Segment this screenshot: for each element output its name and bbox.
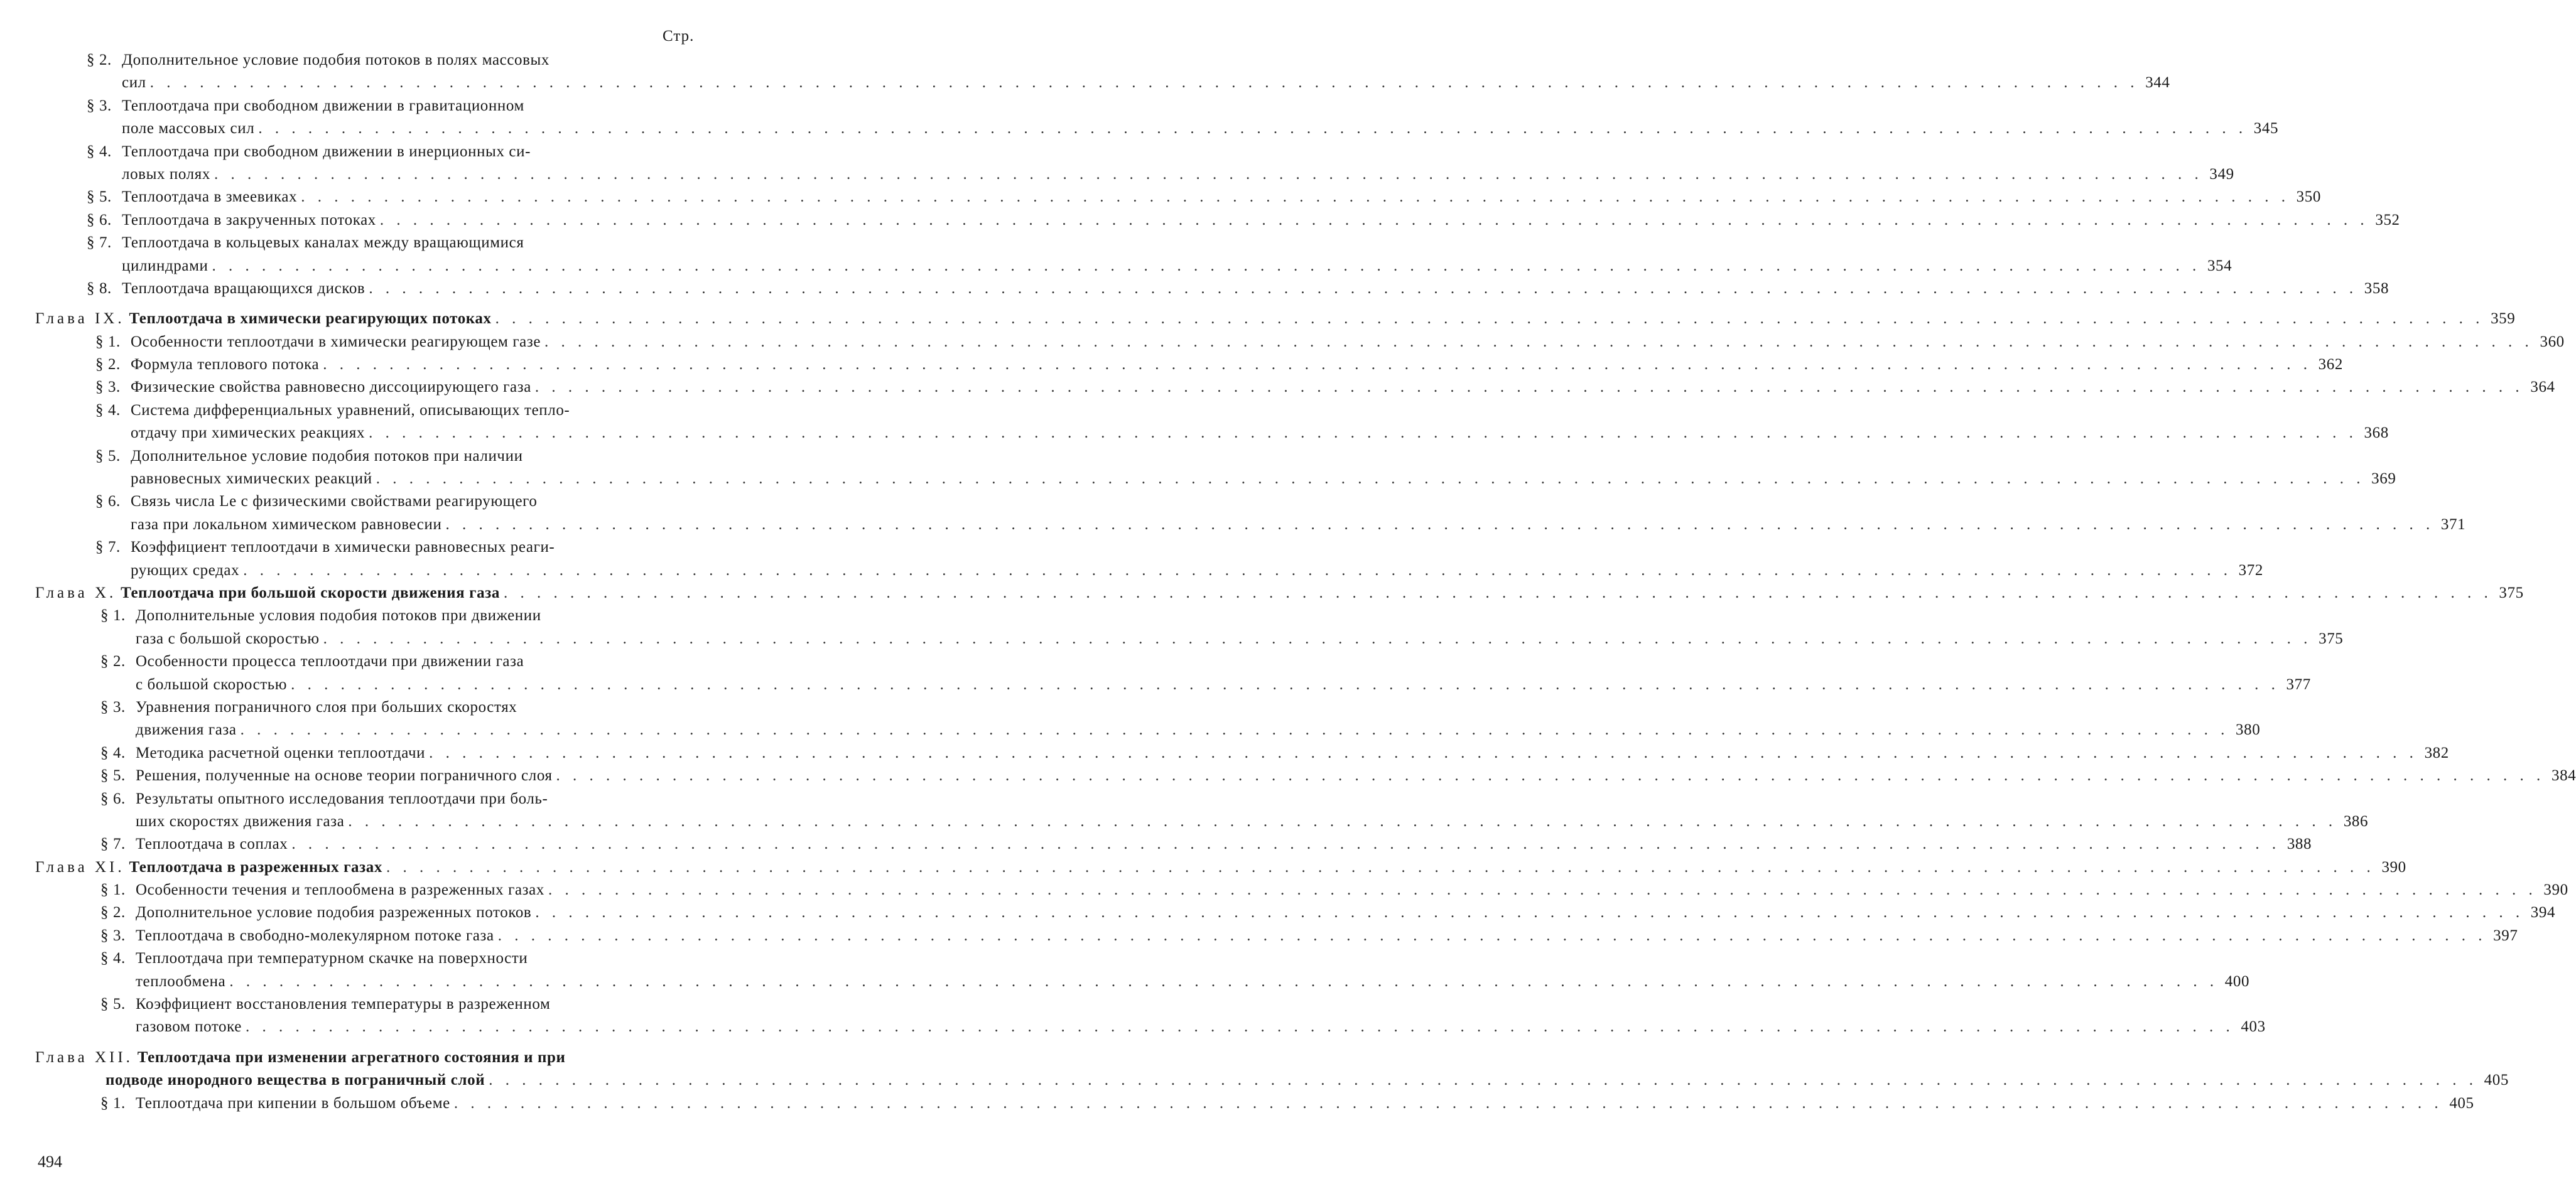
section-title: Теплоотдача в закрученных потоках (122, 211, 376, 229)
page-ref: 375 (2499, 584, 2524, 601)
toc-text (87, 255, 208, 277)
section-title: Теплоотдача при кипении в большом объеме (136, 1094, 450, 1112)
page-ref: 397 (2493, 927, 2518, 944)
page-ref: 384 (2551, 767, 2576, 785)
leader-dots: . . . . . . . . . . . . . . . . . . . . . . . . . . . . . . . . . . . . . . . . . . . . . . . . . . . . . . . . . . . . . . . . . . . . . . . . . . . . . . . . . . . . . . . . . . . . . . . . . . . . . . . . . . . . . . . . . . . . . . . . (214, 165, 2203, 183)
page-ref: 344 (2145, 74, 2170, 92)
toc-text (95, 422, 365, 444)
page-ref: 364 (2530, 379, 2555, 396)
chapter-label: Глава XI. (35, 858, 125, 876)
toc-line (95, 490, 697, 513)
section-title: Теплоотдача в кольцевых каналах между вращающимися (122, 234, 524, 252)
section-mark: § 2. (100, 653, 126, 670)
section-title: Дополнительные условия подобия потоков при движении (136, 607, 541, 625)
toc-line (95, 331, 2565, 353)
spacer (0, 300, 754, 308)
toc-text (95, 353, 319, 376)
chapter-title: Теплоотдача в разреженных газах (129, 858, 383, 876)
toc-section[interactable] (95, 536, 2263, 582)
page-ref: 405 (2449, 1094, 2474, 1112)
toc-section[interactable] (87, 277, 2389, 300)
section-mark: § 7. (87, 234, 112, 252)
leader-dots: . . . . . . . . . . . . . . . . . . . . . . . . . . . . . . . . . . . . . . . . . . . . . . . . . . . . . . . . . . . . . . . . . . . . . . . . . . . . . . . . . . . . . . . . . . . . . . . . . . . . . . . . . . . . . . . . . . . . . . . . (291, 675, 2280, 693)
toc-text (100, 901, 531, 924)
page-ref: 400 (2224, 972, 2250, 990)
page-ref: 352 (2375, 211, 2400, 229)
page-ref: 405 (2484, 1072, 2509, 1089)
toc-line (100, 742, 2449, 765)
chapter-title: подводе инородного вещества в пограничный слой (106, 1072, 485, 1089)
toc-text (35, 856, 382, 879)
toc-chapter[interactable] (35, 308, 2516, 330)
leader-dots: . . . . . . . . . . . . . . . . . . . . . . . . . . . . . . . . . . . . . . . . . . . . . . . . . . . . . . . . . . . . . . . . . . . . . . . . . . . . . . . . . . . . . . . . . . . . . . . . . . . . . . . . . . . . . . . . . . . . . . . . (245, 1018, 2234, 1036)
toc-text (35, 582, 500, 605)
toc-line (100, 719, 2261, 741)
leader-dots: . . . . . . . . . . . . . . . . . . . . . . . . . . . . . . . . . . . . . . . . . . . . . . . . . . . . . . . . . . . . . . . . . . . . . . . . . . . . . . . . . . . . . . . . . . . . . . . . . . . . . . . . . . . . . . . . . . . . . . . . (534, 379, 2524, 396)
toc-section[interactable] (100, 879, 2568, 901)
leader-dots: . . . . . . . . . . . . . . . . . . . . . . . . . . . . . . . . . . . . . . . . . . . . . . . . . . . . . . . . . . . . . . . . . . . . . . . . . . . . . . . . . . . . . . . . . . . . . . . . . . . . . . . . . . . . . . . . . . . . . . . . (497, 927, 2487, 944)
section-title: Уравнения пограничного слоя при больших скоростях (136, 698, 517, 716)
leader-dots: . . . . . . . . . . . . . . . . . . . . . . . . . . . . . . . . . . . . . . . . . . . . . . . . . . . . . . . . . . . . . . . . . . . . . . . . . . . . . . . . . . . . . . . . . . . . . . . . . . . . . . . . . . . . . . . . . . . . . . . . (556, 767, 2545, 785)
section-title: Дополнительное условие подобия потоков в полях массовых (122, 51, 550, 68)
page-ref: 368 (2364, 424, 2389, 442)
toc-line (100, 650, 697, 673)
section-title: теплообмена (136, 972, 226, 990)
toc-section[interactable] (87, 141, 2234, 186)
toc-line (95, 445, 697, 468)
section-mark: § 4. (87, 142, 112, 160)
toc-line (95, 353, 2343, 376)
table-of-contents (0, 49, 2576, 1115)
toc-text (87, 163, 210, 186)
toc-line (100, 788, 697, 810)
leader-dots: . . . . . . . . . . . . . . . . . . . . . . . . . . . . . . . . . . . . . . . . . . . . . . . . . . . . . . . . . . . . . . . . . . . . . . . . . . . . . . . . . . . . . . . . . . . . . . . . . . . . . . . . . . . . . . . . . . . . . . . . (379, 211, 2369, 229)
toc-section[interactable] (87, 209, 2400, 232)
toc-line (87, 232, 691, 254)
toc-text (95, 513, 441, 536)
page-ref: 375 (2319, 630, 2344, 647)
toc-text (95, 559, 239, 582)
toc-line (100, 765, 2576, 787)
section-title: движения газа (136, 721, 237, 739)
toc-line (35, 308, 2516, 330)
page-ref: 349 (2209, 165, 2234, 183)
section-title: Результаты опытного исследования теплоотдачи при боль- (136, 790, 548, 807)
section-mark: § 6. (95, 493, 121, 510)
toc-line (87, 72, 2170, 94)
toc-section[interactable] (100, 788, 2369, 834)
leader-dots: . . . . . . . . . . . . . . . . . . . . . . . . . . . . . . . . . . . . . . . . . . . . . . . . . . . . . . . . . . . . . . . . . . . . . . . . . . . . . . . . . . . . . . . . . . . . . . . . . . . . . . . . . . . . . . . . . . . . . . . . (445, 515, 2435, 533)
section-mark: § 1. (95, 333, 121, 350)
toc-text (95, 399, 570, 422)
section-mark: § 4. (100, 950, 126, 967)
leader-dots: . . . . . . . . . . . . . . . . . . . . . . . . . . . . . . . . . . . . . . . . . . . . . . . . . . . . . . . . . . . . . . . . . . . . . . . . . . . . . . . . . . . . . . . . . . . . . . . . . . . . . . . . . . . . . . . . . . . . . . . . (240, 721, 2229, 739)
toc-text (100, 925, 494, 947)
toc-section[interactable] (95, 376, 2555, 399)
section-title: цилиндрами (122, 257, 208, 274)
section-title: Теплоотдача при свободном движении в инерционных си- (122, 142, 531, 160)
page-ref: 369 (2371, 470, 2396, 488)
section-mark: § 5. (100, 996, 126, 1013)
chapter-label: Глава XII. (35, 1048, 133, 1066)
toc-line (35, 856, 2406, 879)
leader-dots: . . . . . . . . . . . . . . . . . . . . . . . . . . . . . . . . . . . . . . . . . . . . . . . . . . . . . . . . . . . . . . . . . . . . . . . . . . . . . . . . . . . . . . . . . . . . . . . . . . . . . . . . . . . . . . . . . . . . . . . . (229, 972, 2219, 990)
toc-line (100, 674, 2311, 696)
toc-text (87, 117, 254, 140)
page-ref: 360 (2540, 333, 2565, 350)
leader-dots: . . . . . . . . . . . . . . . . . . . . . . . . . . . . . . . . . . . . . . . . . . . . . . . . . . . . . . . . . . . . . . . . . . . . . . . . . . . . . . . . . . . . . . . . . . . . . . . . . . . . . . . . . . . . . . . . . . . . . . . . (535, 904, 2525, 922)
leader-dots: . . . . . . . . . . . . . . . . . . . . . . . . . . . . . . . . . . . . . . . . . . . . . . . . . . . . . . . . . . . . . . . . . . . . . . . . . . . . . . . . . . . . . . . . . . . . . . . . . . . . . . . . . . . . . . . . . . . . . . . . (243, 561, 2232, 579)
toc-text (100, 719, 237, 741)
page-ref: 382 (2424, 744, 2449, 761)
toc-section[interactable] (100, 947, 2250, 993)
toc-text (100, 650, 524, 673)
toc-text (100, 970, 225, 993)
toc-line (95, 422, 2389, 444)
section-mark: § 2. (95, 356, 121, 374)
toc-section[interactable] (95, 399, 2389, 445)
section-mark: § 3. (100, 698, 126, 716)
section-title: равновесных химических реакций (131, 470, 372, 488)
section-title: Особенности течения и теплообмена в разреженных газах (136, 881, 544, 899)
leader-dots: . . . . . . . . . . . . . . . . . . . . . . . . . . . . . . . . . . . . . . . . . . . . . . . . . . . . . . . . . . . . . . . . . . . . . . . . . . . . . . . . . . . . . . . . . . . . . . . . . . . . . . . . . . . . . . . . . . . . . . . . (323, 356, 2312, 374)
page-ref: 372 (2238, 561, 2263, 579)
toc-section[interactable] (100, 1092, 2474, 1115)
toc-text (100, 993, 550, 1016)
leader-dots: . . . . . . . . . . . . . . . . . . . . . . . . . . . . . . . . . . . . . . . . . . . . . . . . . . . . . . . . . . . . . . . . . . . . . . . . . . . . . . . . . . . . . . . . . . . . . . . . . . . . . . . . . . . . . . . . . . . . . . . . (503, 584, 2492, 601)
page-ref: 362 (2318, 356, 2343, 374)
toc-line (100, 970, 2250, 993)
section-mark: § 6. (100, 790, 126, 807)
page-number: 494 (38, 1153, 62, 1171)
toc-text (100, 628, 320, 650)
section-mark: § 8. (87, 279, 112, 297)
toc-section[interactable] (95, 353, 2343, 376)
leader-dots: . . . . . . . . . . . . . . . . . . . . . . . . . . . . . . . . . . . . . . . . . . . . . . . . . . . . . . . . . . . . . . . . . . . . . . . . . . . . . . . . . . . . . . . . . . . . . . . . . . . . . . . . . . . . . . . . . . . . . . . . (348, 812, 2337, 830)
leader-dots: . . . . . . . . . . . . . . . . . . . . . . . . . . . . . . . . . . . . . . . . . . . . . . . . . . . . . . . . . . . . . . . . . . . . . . . . . . . . . . . . . . . . . . . . . . . . . . . . . . . . . . . . . . . . . . . . . . . . . . . . (291, 836, 2281, 853)
leader-dots: . . . . . . . . . . . . . . . . . . . . . . . . . . . . . . . . . . . . . . . . . . . . . . . . . . . . . . . . . . . . . . . . . . . . . . . . . . . . . . . . . . . . . . . . . . . . . . . . . . . . . . . . . . . . . . . . . . . . . . . . (386, 858, 2375, 876)
section-title: Дополнительное условие подобия разреженных потоков (136, 904, 532, 922)
toc-text (100, 674, 287, 696)
page-ref: 390 (2543, 881, 2568, 899)
toc-section[interactable] (95, 445, 2396, 491)
toc-section[interactable] (100, 993, 2266, 1039)
section-title: Формула теплового потока (131, 356, 320, 374)
chapter-label: Глава X. (35, 584, 117, 601)
toc-line (87, 117, 2279, 140)
toc-text (87, 95, 524, 117)
leader-dots: . . . . . . . . . . . . . . . . . . . . . . . . . . . . . . . . . . . . . . . . . . . . . . . . . . . . . . . . . . . . . . . . . . . . . . . . . . . . . . . . . . . . . . . . . . . . . . . . . . . . . . . . . . . . . . . . . . . . . . . . (495, 310, 2484, 328)
chapter-title: Теплоотдача при большой скорости движения газа (121, 584, 500, 601)
toc-line (87, 277, 2389, 300)
toc-text (35, 308, 492, 330)
toc-line (100, 925, 2518, 947)
page-ref: 388 (2286, 836, 2312, 853)
toc-section[interactable] (87, 95, 2279, 141)
section-title: газа с большой скоростью (136, 630, 320, 647)
chapter-title: Теплоотдача в химически реагирующих потоках (129, 310, 492, 328)
section-mark: § 2. (87, 51, 112, 68)
toc-line (100, 993, 697, 1016)
section-title: рующих средах (131, 561, 240, 579)
section-title: отдачу при химических реакциях (131, 424, 365, 442)
toc-section[interactable] (95, 331, 2565, 353)
toc-chapter[interactable] (35, 1046, 2509, 1092)
toc-line (87, 141, 691, 163)
page-ref: 354 (2207, 257, 2232, 274)
toc-section[interactable] (100, 765, 2576, 787)
toc-text (87, 49, 549, 72)
toc-text (87, 277, 365, 300)
toc-text (87, 186, 297, 208)
toc-text (100, 879, 544, 901)
section-title: Особенности теплоотдачи в химически реагирующем газе (131, 333, 541, 350)
toc-line (100, 696, 697, 719)
leader-dots: . . . . . . . . . . . . . . . . . . . . . . . . . . . . . . . . . . . . . . . . . . . . . . . . . . . . . . . . . . . . . . . . . . . . . . . . . . . . . . . . . . . . . . . . . . . . . . . . . . . . . . . . . . . . . . . . . . . . . . . . (544, 333, 2533, 350)
toc-text (87, 141, 531, 163)
toc-text (100, 788, 548, 810)
leader-dots: . . . . . . . . . . . . . . . . . . . . . . . . . . . . . . . . . . . . . . . . . . . . . . . . . . . . . . . . . . . . . . . . . . . . . . . . . . . . . . . . . . . . . . . . . . . . . . . . . . . . . . . . . . . . . . . . . . . . . . . . (212, 257, 2201, 274)
section-mark: § 7. (95, 539, 121, 556)
spacer (0, 1039, 754, 1046)
chapter-label: Глава IX. (35, 310, 125, 328)
section-title: газа при локальном химическом равновесии (131, 515, 442, 533)
toc-line (87, 209, 2400, 232)
section-mark: § 5. (95, 447, 121, 465)
section-title: Теплоотдача в соплах (136, 836, 288, 853)
toc-line (100, 879, 2568, 901)
section-title: Связь числа Le с физическими свойствами реагирующего (131, 493, 538, 510)
section-title: сил (122, 74, 146, 92)
section-mark: § 1. (100, 607, 126, 625)
toc-line (95, 376, 2555, 399)
page-ref: 358 (2364, 279, 2389, 297)
toc-line (95, 399, 697, 422)
section-mark: § 5. (87, 188, 112, 206)
toc-line (100, 1016, 2266, 1038)
toc-line (35, 582, 2524, 605)
section-title: Коэффициент восстановления температуры в разреженном (136, 996, 551, 1013)
section-mark: § 7. (100, 836, 126, 853)
toc-line (100, 605, 697, 627)
page-ref: 345 (2253, 120, 2279, 137)
toc-line (35, 1046, 691, 1069)
toc-section[interactable] (100, 925, 2518, 947)
toc-section[interactable] (95, 490, 2466, 536)
toc-line (100, 947, 697, 970)
page-ref: 359 (2491, 310, 2516, 328)
page-ref: 390 (2381, 858, 2406, 876)
leader-dots: . . . . . . . . . . . . . . . . . . . . . . . . . . . . . . . . . . . . . . . . . . . . . . . . . . . . . . . . . . . . . . . . . . . . . . . . . . . . . . . . . . . . . . . . . . . . . . . . . . . . . . . . . . . . . . . . . . . . . . . . (301, 188, 2290, 206)
toc-text (95, 445, 523, 468)
toc-section[interactable] (100, 605, 2344, 650)
toc-text (95, 331, 541, 353)
page-ref: 394 (2530, 904, 2556, 922)
toc-text (100, 742, 425, 765)
chapter-title: Теплоотдача при изменении агрегатного состояния и при (137, 1048, 566, 1066)
section-mark: § 3. (95, 379, 121, 396)
toc-line (35, 1069, 2509, 1092)
toc-line (100, 810, 2369, 833)
section-mark: § 5. (100, 767, 126, 785)
leader-dots: . . . . . . . . . . . . . . . . . . . . . . . . . . . . . . . . . . . . . . . . . . . . . . . . . . . . . . . . . . . . . . . . . . . . . . . . . . . . . . . . . . . . . . . . . . . . . . . . . . . . . . . . . . . . . . . . . . . . . . . . (453, 1094, 2443, 1112)
section-mark: § 1. (100, 881, 126, 899)
toc-chapter[interactable] (35, 856, 2406, 879)
toc-section[interactable] (100, 742, 2449, 765)
section-title: с большой скоростью (136, 675, 288, 693)
toc-text (95, 536, 555, 559)
section-title: газовом потоке (136, 1018, 242, 1036)
toc-text (87, 72, 146, 94)
toc-text (35, 1069, 485, 1092)
section-title: Теплоотдача при температурном скачке на поверхности (136, 950, 528, 967)
section-mark: § 3. (100, 927, 126, 944)
toc-text (95, 490, 538, 513)
section-title: Особенности процесса теплоотдачи при движении газа (136, 653, 524, 670)
toc-line (87, 163, 2234, 186)
toc-text (100, 810, 344, 833)
section-mark: § 1. (100, 1094, 126, 1112)
section-title: Дополнительное условие подобия потоков при наличии (131, 447, 523, 465)
toc-section[interactable] (87, 232, 2232, 277)
page-ref: 377 (2286, 675, 2311, 693)
section-title: Методика расчетной оценки теплоотдачи (136, 744, 426, 761)
page-ref: 371 (2440, 515, 2466, 533)
toc-section[interactable] (87, 186, 2321, 208)
toc-line (100, 833, 2312, 856)
section-mark: § 4. (100, 744, 126, 761)
toc-chapter[interactable] (35, 582, 2524, 605)
toc-section[interactable] (100, 696, 2261, 742)
section-mark: § 4. (95, 401, 121, 419)
section-title: ших скоростях движения газа (136, 812, 345, 830)
toc-section[interactable] (100, 650, 2311, 696)
toc-text (100, 947, 528, 970)
section-title: Физические свойства равновесно диссоциирующего газа (131, 379, 531, 396)
section-title: Решения, полученные на основе теории пограничного слоя (136, 767, 553, 785)
leader-dots: . . . . . . . . . . . . . . . . . . . . . . . . . . . . . . . . . . . . . . . . . . . . . . . . . . . . . . . . . . . . . . . . . . . . . . . . . . . . . . . . . . . . . . . . . . . . . . . . . . . . . . . . . . . . . . . . . . . . . . . . (376, 470, 2365, 488)
toc-line (87, 95, 691, 117)
toc-text (87, 209, 376, 232)
leader-dots: . . . . . . . . . . . . . . . . . . . . . . . . . . . . . . . . . . . . . . . . . . . . . . . . . . . . . . . . . . . . . . . . . . . . . . . . . . . . . . . . . . . . . . . . . . . . . . . . . . . . . . . . . . . . . . . . . . . . . . . . (258, 120, 2248, 137)
toc-text (100, 765, 553, 787)
page-ref: 403 (2241, 1018, 2266, 1036)
leader-dots: . . . . . . . . . . . . . . . . . . . . . . . . . . . . . . . . . . . . . . . . . . . . . . . . . . . . . . . . . . . . . . . . . . . . . . . . . . . . . . . . . . . . . . . . . . . . . . . . . . . . . . . . . . . . . . . . . . . . . . . . (369, 424, 2357, 442)
toc-line (100, 901, 2556, 924)
leader-dots: . . . . . . . . . . . . . . . . . . . . . . . . . . . . . . . . . . . . . . . . . . . . . . . . . . . . . . . . . . . . . . . . . . . . . . . . . . . . . . . . . . . . . . . . . . . . . . . . . . . . . . . . . . . . . . . . . . . . . . . . (323, 630, 2312, 647)
toc-line (95, 559, 2263, 582)
toc-line (100, 628, 2344, 650)
toc-line (95, 513, 2466, 536)
toc-section[interactable] (87, 49, 2170, 95)
page-ref: 386 (2343, 812, 2369, 830)
toc-text (100, 605, 541, 627)
toc-line (87, 186, 2321, 208)
toc-text (95, 468, 372, 490)
toc-text (100, 696, 517, 719)
toc-section[interactable] (100, 901, 2556, 924)
page-ref: 380 (2236, 721, 2261, 739)
section-title: ловых полях (122, 165, 210, 183)
section-title: Теплоотдача вращающихся дисков (122, 279, 365, 297)
section-title: поле массовых сил (122, 120, 255, 137)
toc-section[interactable] (100, 833, 2312, 856)
leader-dots: . . . . . . . . . . . . . . . . . . . . . . . . . . . . . . . . . . . . . . . . . . . . . . . . . . . . . . . . . . . . . . . . . . . . . . . . . . . . . . . . . . . . . . . . . . . . . . . . . . . . . . . . . . . . . . . . . . . . . . . . (429, 744, 2418, 761)
section-title: Теплоотдача в змеевиках (122, 188, 298, 206)
page-ref: 350 (2296, 188, 2321, 206)
section-title: Теплоотдача при свободном движении в гравитационном (122, 97, 524, 114)
leader-dots: . . . . . . . . . . . . . . . . . . . . . . . . . . . . . . . . . . . . . . . . . . . . . . . . . . . . . . . . . . . . . . . . . . . . . . . . . . . . . . . . . . . . . . . . . . . . . . . . . . . . . . . . . . . . . . . . . . . . . . . . (548, 881, 2537, 899)
section-mark: § 2. (100, 904, 126, 922)
leader-dots: . . . . . . . . . . . . . . . . . . . . . . . . . . . . . . . . . . . . . . . . . . . . . . . . . . . . . . . . . . . . . . . . . . . . . . . . . . . . . . . . . . . . . . . . . . . . . . . . . . . . . . . . . . . . . . . . . . . . . . . . (149, 74, 2139, 92)
toc-text (100, 833, 288, 856)
page-column-header: Стр. (663, 28, 695, 45)
toc-text (35, 1046, 565, 1069)
section-title: Теплоотдача в свободно-молекулярном потоке газа (136, 927, 494, 944)
toc-line (95, 468, 2396, 490)
leader-dots: . . . . . . . . . . . . . . . . . . . . . . . . . . . . . . . . . . . . . . . . . . . . . . . . . . . . . . . . . . . . . . . . . . . . . . . . . . . . . . . . . . . . . . . . . . . . . . . . . . . . . . . . . . . . . . . . . . . . . . . . (489, 1072, 2477, 1089)
toc-text (95, 376, 531, 399)
toc-line (95, 536, 697, 559)
toc-line (87, 49, 691, 72)
toc-text (100, 1092, 450, 1115)
toc-text (100, 1016, 242, 1038)
section-title: Коэффициент теплоотдачи в химически равновесных реаги- (131, 539, 555, 556)
toc-line (87, 255, 2232, 277)
section-mark: § 3. (87, 97, 112, 114)
section-mark: § 6. (87, 211, 112, 229)
toc-text (87, 232, 524, 254)
toc-line (100, 1092, 2474, 1115)
section-title: Система дифференциальных уравнений, описывающих тепло- (131, 401, 570, 419)
leader-dots: . . . . . . . . . . . . . . . . . . . . . . . . . . . . . . . . . . . . . . . . . . . . . . . . . . . . . . . . . . . . . . . . . . . . . . . . . . . . . . . . . . . . . . . . . . . . . . . . . . . . . . . . . . . . . . . . . . . . . . . . (369, 279, 2358, 297)
